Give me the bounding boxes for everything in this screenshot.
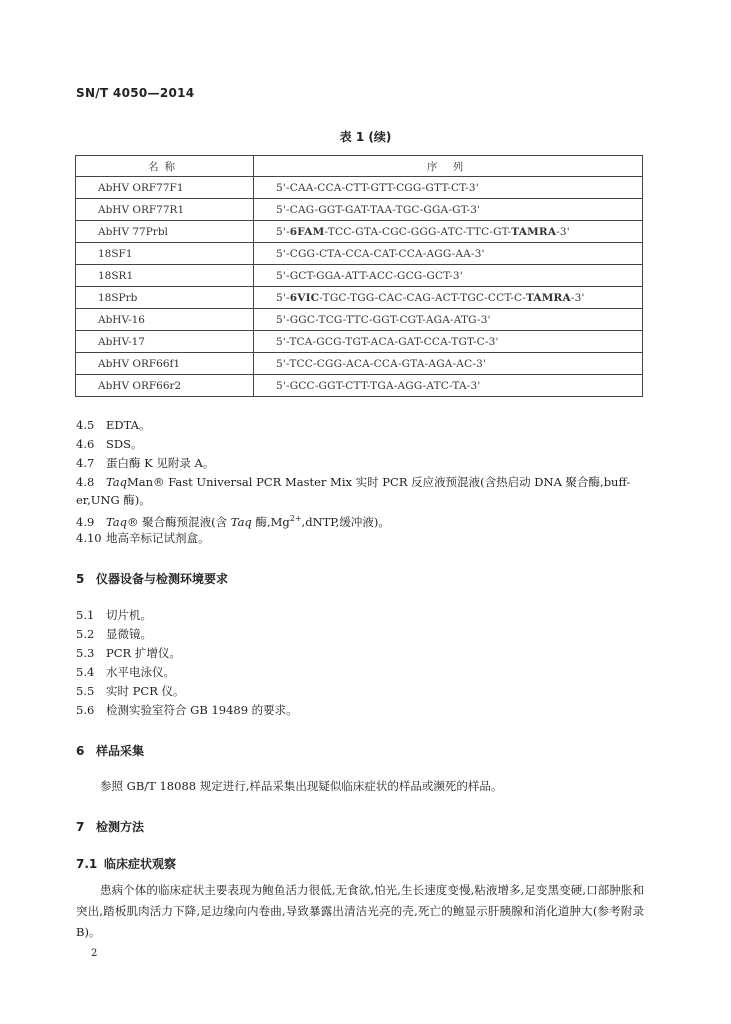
subsection-heading	[76, 855, 176, 872]
primer-sequence: 5'-CAA-CCA-CTT-GTT-CGG-GTT-CT-3'	[254, 177, 643, 199]
item-text: SDS。	[106, 437, 143, 451]
table-title: 表 1 (续)	[339, 130, 392, 144]
item-number: 4.8	[76, 475, 95, 489]
section-number: 7	[76, 820, 85, 834]
taq-italic: Taq	[106, 475, 127, 489]
item-text: EDTA。	[106, 418, 151, 432]
item-text: 水平电泳仪。	[106, 665, 175, 679]
primer-sequence: 5'-GCT-GGA-ATT-ACC-GCG-GCT-3'	[254, 265, 643, 287]
seq-prefix: 5'-	[276, 225, 290, 238]
primer-name: 18SR1	[76, 265, 254, 287]
primer-name: 18SF1	[76, 243, 254, 265]
probe-sequence	[254, 287, 643, 309]
table-header-row	[76, 156, 643, 177]
table-row	[76, 353, 643, 375]
item-text: ,dNTP,缓冲液)。	[301, 514, 390, 529]
primer-sequence: 5'-CGG-CTA-CCA-CAT-CCA-AGG-AA-3'	[254, 243, 643, 265]
reagent-item	[76, 437, 142, 451]
item-text: ® 聚合酶预混液(含	[127, 514, 231, 529]
table-row	[76, 375, 643, 397]
primer-name: AbHV ORF66r2	[76, 375, 254, 397]
section-title: 检测方法	[96, 820, 145, 834]
seq-suffix: -3'	[556, 225, 570, 238]
reagent-item	[76, 512, 390, 529]
primer-name: AbHV-16	[76, 309, 254, 331]
item-text: 实时 PCR 仪。	[106, 684, 185, 698]
item-text: 切片机。	[106, 608, 152, 622]
primer-sequence: 5'-TCA-GCG-TGT-ACA-GAT-CCA-TGT-C-3'	[254, 331, 643, 353]
fluorophore-tag: 6FAM	[289, 225, 325, 238]
table-row	[76, 199, 643, 221]
section-heading	[76, 742, 144, 759]
section-number: 5	[76, 572, 85, 586]
table-row	[76, 309, 643, 331]
superscript: 2+	[289, 514, 302, 523]
item-number: 4.9	[76, 514, 95, 529]
section-heading	[76, 818, 144, 835]
equipment-item	[76, 646, 181, 660]
item-text: 酶,Mg	[251, 514, 290, 529]
primer-sequence: 5'-GCC-GGT-CTT-TGA-AGG-ATC-TA-3'	[254, 375, 643, 397]
item-text: PCR 扩增仪。	[106, 646, 181, 660]
item-number: 4.5	[76, 418, 95, 432]
probe-name: AbHV 77Prbl	[76, 221, 254, 243]
item-text: 显微镜。	[106, 627, 152, 641]
primer-name: AbHV ORF77R1	[76, 199, 254, 221]
primer-name: AbHV-17	[76, 331, 254, 353]
item-number: 4.7	[76, 456, 95, 470]
subsection-number: 7.1	[76, 857, 98, 871]
section-heading	[76, 570, 228, 587]
primer-name: AbHV ORF66f1	[76, 353, 254, 375]
equipment-item	[76, 665, 175, 679]
item-number: 5.4	[76, 665, 95, 679]
taq-italic: Taq	[230, 514, 252, 529]
item-number: 4.6	[76, 437, 95, 451]
seq-prefix: 5'-	[276, 291, 290, 304]
table-row	[76, 287, 643, 309]
paragraph: 患病个体的临床症状主要表现为鲍鱼活力很低,无食欲,怕光,生长速度变慢,粘液增多,足变黑变硬,口部肿胀和突出,踏板肌肉活力下降,足边缘向内卷曲,导致暴露出清洁光亮的壳,死亡的鲍显示肝胰腺和消化道肿大(参考附录 B)。	[76, 883, 644, 939]
equipment-item	[76, 627, 152, 641]
taq-italic: Taq	[106, 514, 127, 529]
item-number: 4.10	[76, 531, 102, 545]
section-title: 仪器设备与检测环境要求	[96, 572, 229, 586]
reagent-item	[76, 456, 214, 470]
table-row	[76, 177, 643, 199]
table-row	[76, 265, 643, 287]
reagent-item-continuation	[76, 493, 151, 507]
seq-body: -TGC-TGG-CAC-CAG-ACT-TGC-CCT-C-	[319, 291, 526, 304]
quencher-tag: TAMRA	[525, 291, 571, 304]
section-title: 样品采集	[96, 744, 145, 758]
reagent-item	[76, 531, 210, 545]
probe-name: 18SPrb	[76, 287, 254, 309]
item-text: 检测实验室符合 GB 19489 的要求。	[106, 703, 298, 717]
column-header-sequence: 序 列	[254, 156, 643, 177]
table-row	[76, 331, 643, 353]
sequence-table	[75, 155, 643, 397]
item-number: 5.1	[76, 608, 95, 622]
paragraph: 参照 GB/T 18088 规定进行,样品采集出现疑似临床症状的样品或濒死的样品。	[100, 779, 503, 793]
item-number: 5.2	[76, 627, 95, 641]
table-row	[76, 243, 643, 265]
primer-sequence: 5'-TCC-CGG-ACA-CCA-GTA-AGA-AC-3'	[254, 353, 643, 375]
fluorophore-tag: 6VIC	[289, 291, 320, 304]
primer-sequence: 5'-GGC-TCG-TTC-GGT-CGT-AGA-ATG-3'	[254, 309, 643, 331]
page-number: 2	[91, 948, 98, 959]
probe-sequence	[254, 221, 643, 243]
section-number: 6	[76, 744, 85, 758]
primer-name: AbHV ORF77F1	[76, 177, 254, 199]
equipment-item	[76, 608, 152, 622]
reagent-item	[76, 418, 150, 432]
item-number: 5.3	[76, 646, 95, 660]
item-number: 5.5	[76, 684, 95, 698]
item-text: 地高辛标记试剂盒。	[106, 531, 210, 545]
reagent-item	[76, 475, 644, 489]
subsection-title: 临床症状观察	[104, 857, 177, 871]
standard-code: SN/T 4050—2014	[76, 86, 195, 100]
item-text: er,UNG 酶)。	[76, 493, 151, 507]
item-text: 蛋白酶 K 见附录 A。	[106, 456, 215, 470]
item-number: 5.6	[76, 703, 95, 717]
quencher-tag: TAMRA	[511, 225, 557, 238]
table-row	[76, 221, 643, 243]
primer-sequence: 5'-CAG-GGT-GAT-TAA-TGC-GGA-GT-3'	[254, 199, 643, 221]
equipment-item	[76, 703, 298, 717]
column-header-name: 名称	[76, 156, 254, 177]
item-text: Man® Fast Universal PCR Master Mix 实时 PCR 反应液预混液(含热启动 DNA 聚合酶,buff-	[127, 475, 631, 489]
seq-body: -TCC-GTA-CGC-GGG-ATC-TTC-GT-	[324, 225, 512, 238]
equipment-item	[76, 684, 185, 698]
seq-suffix: -3'	[570, 291, 585, 304]
